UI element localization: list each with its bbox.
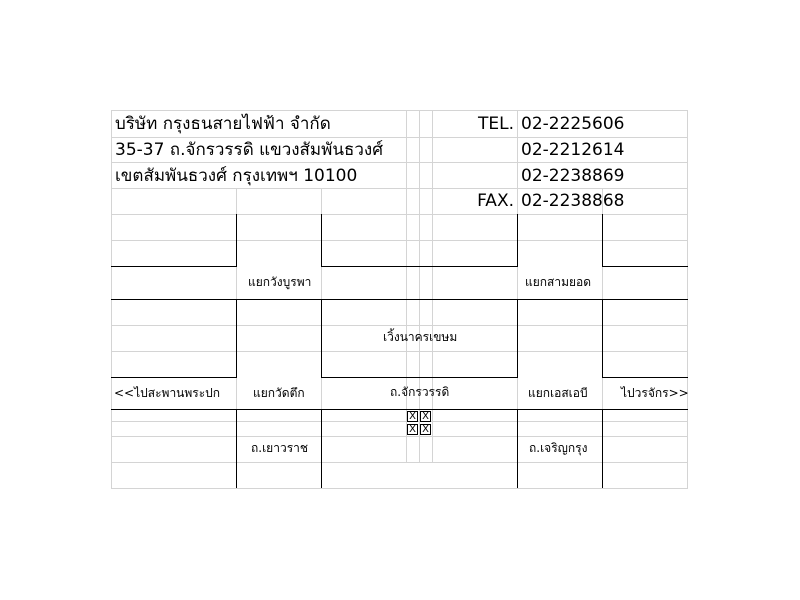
- road-edge: [321, 266, 518, 267]
- junction-label: แยกสามยอด: [525, 275, 592, 289]
- phone-number: 02-2238869: [521, 166, 625, 186]
- grid-line: [111, 137, 688, 138]
- road-label: ถ.เยาวราช: [251, 441, 309, 455]
- road-edge: [602, 409, 603, 488]
- road-label: ถ.จักรวรรดิ: [390, 385, 450, 399]
- grid-line: [111, 488, 688, 489]
- road-edge: [602, 377, 688, 378]
- location-marker: X: [420, 411, 431, 422]
- road-edge: [236, 409, 237, 488]
- company-address-line1: 35-37 ถ.จักรวรรดิ แขวงสัมพันธวงศ์: [115, 140, 383, 160]
- location-marker: X: [420, 424, 431, 435]
- road-label: ถ.เจริญกรุง: [529, 441, 588, 455]
- junction-label: แยกวัดตึก: [253, 386, 305, 400]
- location-marker: X: [407, 424, 418, 435]
- fax-label: FAX.: [477, 191, 514, 211]
- grid-line: [111, 110, 688, 111]
- grid-line: [432, 110, 433, 463]
- road-edge: [517, 299, 518, 378]
- grid-line: [111, 162, 688, 163]
- road-edge: [321, 377, 518, 378]
- road-edge: [236, 214, 237, 267]
- road-edge: [111, 266, 237, 267]
- landmark-label: เวิ้งนาครเขษม: [383, 330, 458, 344]
- junction-label: แยกเอสเอบี: [528, 386, 588, 400]
- fax-number: 02-2238868: [521, 191, 625, 211]
- direction-label: <<ไปสะพานพระปก: [114, 386, 221, 400]
- direction-label: ไปวรจักร>>: [621, 386, 689, 400]
- phone-number: 02-2212614: [521, 140, 625, 160]
- road-edge: [602, 214, 603, 267]
- road-edge: [602, 299, 603, 378]
- company-address-line2: เขตสัมพันธวงศ์ กรุงเทพฯ 10100: [115, 166, 358, 186]
- location-marker: X: [407, 411, 418, 422]
- road-edge: [111, 377, 237, 378]
- junction-label: แยกวังบูรพา: [248, 275, 312, 289]
- road-edge: [517, 214, 518, 267]
- road-edge: [321, 299, 322, 378]
- road-edge: [321, 409, 322, 488]
- tel-label: TEL.: [477, 114, 514, 134]
- road-edge: [321, 214, 322, 267]
- road-edge: [517, 409, 518, 488]
- road-edge: [602, 266, 688, 267]
- company-name: บริษัท กรุงธนสายไฟฟ้า จำกัด: [115, 114, 331, 134]
- road-edge: [236, 299, 237, 378]
- phone-number: 02-2225606: [521, 114, 625, 134]
